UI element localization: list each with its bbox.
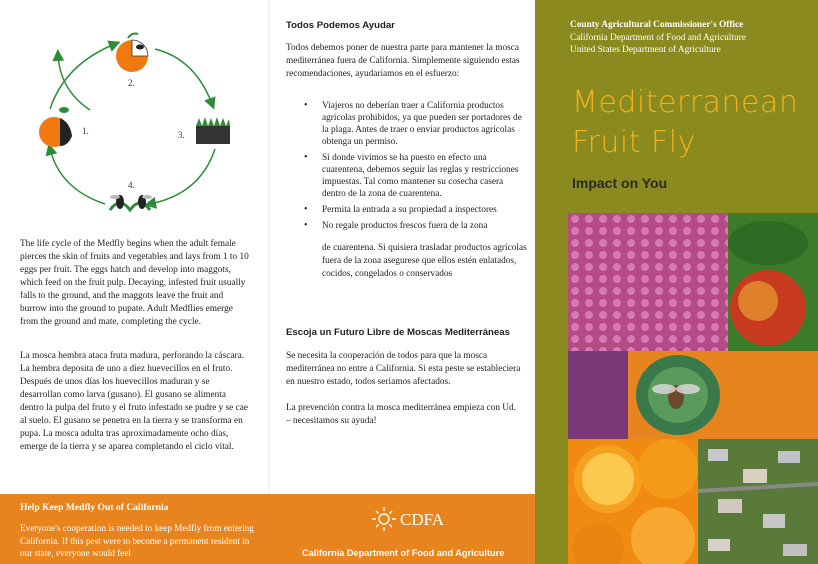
photo-orchard-peaches xyxy=(568,213,818,351)
heading-todos-podemos-ayudar: Todos Podemos Ayudar xyxy=(286,20,395,31)
recommendation-list xyxy=(300,100,525,236)
life-cycle-diagram xyxy=(20,14,252,228)
cdfa-logo xyxy=(370,504,480,534)
prevention-text: La prevención contra la mosca mediterránea empieza con Ud. – necesitamos su ayuda! xyxy=(286,403,516,426)
middle-panel xyxy=(270,0,535,564)
photo-medfly-on-leaf xyxy=(568,351,818,439)
stage-2-orange-icon xyxy=(116,34,148,73)
sun-icon xyxy=(372,507,396,531)
footer-org-name: California Department of Food and Agriculture xyxy=(302,548,505,558)
cover-title-line2: Fruit Fly xyxy=(572,125,696,160)
stage-1-label: 1. xyxy=(82,126,89,136)
left-panel xyxy=(0,0,270,564)
list-item: • No regale productos frescos fuera de la zona xyxy=(300,220,525,232)
list-item: • Si donde vivimos se ha puesto en efecto una cuarentena, debemos seguir las reglas y restricciones impuestas. Tal como mantener su cosecha casera dentro de la zona de cuarentena. xyxy=(300,152,525,200)
heading-escoja-futuro: Escoja un Futuro Libre de Moscas Mediterráneas xyxy=(286,327,510,338)
org-usda: United States Department of Agriculture xyxy=(570,45,721,55)
lifecycle-text-es: La mosca hembra ataca fruta madura, perforando la cáscara. La hembra deposita de uno a diez huevecillos en el fruto. Después de unos días los huevecillos maduran y se desarrollan como larva (gusano). El gusano se alimenta dentro la pulpa del fruto y el fruto infestado se pudre y se cae al suelo. El gusano se penetra en la tierra y se transforma en pupa. La mosca adulta tras aproximadamente ocho días, emerge de la tierra y se aparea completando el ciclo vital. xyxy=(20,351,248,452)
stage-4-flies-icon xyxy=(110,195,152,210)
footer-text: Everyone's cooperation is needed to keep Medfly from entering California. If this pest were to become a permanent resident in our state, everyone would feel xyxy=(20,523,254,558)
lifecycle-text-en: The life cycle of the Medfly begins when the adult female pierces the skin of fruits and vegetables and lays from 1 to 10 eggs per fruit. The eggs hatch and develop into maggots, which feed on the fruit pulp. Decaying, infested fruit usually falls to the ground, and the maggots leave the fruit and burrow into the ground to pupate. Adult Medflies emerge from the ground and mate, completing the cycle. xyxy=(20,239,249,327)
list-item: • Viajeros no deberían traer a California productos agrícolas prohibidos, ya que pueden ser portadores de la plaga. Antes de traer o enviar productos agrícolas obtenga un permiso. xyxy=(300,100,525,148)
cover-title-line1: Mediterranean xyxy=(572,85,799,120)
stage-1-orange-icon xyxy=(39,107,72,147)
org-cdfa: California Department of Food and Agriculture xyxy=(570,33,746,43)
list-item-continuation: de cuarentena. Si quisiera trasladar productos agrícolas fuera de la zona asegurese que ellos estén enlatados, cocidos, congelados o conservados xyxy=(322,243,527,279)
svg-text:CDFA: CDFA xyxy=(400,510,445,529)
list-item: • Permita la entrada a su propiedad a inspectores xyxy=(300,204,525,216)
intro-text: Todos debemos poner de nuestra parte para mantener la mosca mediterránea fuera de California. Simplemente siguiendo estas recomendaciones, ayudaríamos en el esfuerzo: xyxy=(286,43,520,79)
org-county-office: County Agricultural Commissioner's Office xyxy=(570,20,744,30)
footer-band xyxy=(0,494,535,564)
cover-subtitle: Impact on You xyxy=(572,175,668,191)
stage-3-label: 3. xyxy=(178,130,185,140)
cooperation-text: Se necesita la cooperación de todos para que la mosca mediterránea no entre a California. Si esta peste se estableciera en nuestro estado, todos seriamos afectados. xyxy=(286,351,521,387)
stage-2-label: 2. xyxy=(128,78,135,88)
photo-oranges-neighborhood xyxy=(568,439,818,564)
stage-3-soil-icon xyxy=(196,117,230,144)
footer-heading: Help Keep Medfly Out of California xyxy=(20,502,169,513)
stage-4-label: 4. xyxy=(128,180,135,190)
